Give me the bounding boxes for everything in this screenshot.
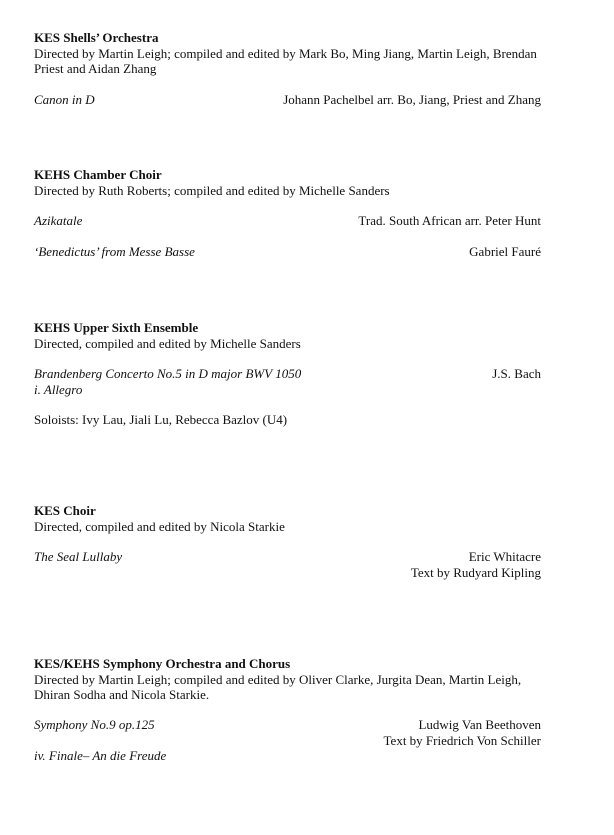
piece-title: Azikatale bbox=[34, 213, 83, 228]
ensemble-title: KEHS Chamber Choir bbox=[34, 167, 162, 182]
ensemble-credit: Directed by Martin Leigh; compiled and edited by Oliver Clarke, Jurgita Dean, Martin Leigh, Dhiran Sodha and Nicola Starkie. bbox=[34, 671, 522, 702]
piece-title: Symphony No.9 op.125 bbox=[34, 717, 155, 732]
piece-title: The Seal Lullaby bbox=[34, 549, 123, 564]
ensemble-credit: Directed by Martin Leigh; compiled and edited by Mark Bo, Ming Jiang, Martin Leigh, Brendan Priest and Aidan Zhang bbox=[34, 45, 537, 76]
composer: Trad. South African arr. Peter Hunt bbox=[358, 213, 541, 228]
composer: J.S. Bach bbox=[492, 366, 541, 381]
composer: Ludwig Van Beethoven bbox=[418, 717, 541, 732]
piece-title: ‘Benedictus’ from Messe Basse bbox=[34, 244, 195, 259]
ensemble-title: KES Choir bbox=[34, 503, 96, 518]
ensemble-title: KEHS Upper Sixth Ensemble bbox=[34, 320, 199, 335]
ensemble-title: KES Shells’ Orchestra bbox=[34, 30, 159, 45]
piece-title: Brandenberg Concerto No.5 in D major BWV 1050 bbox=[34, 366, 302, 381]
text-by: Text by Friedrich Von Schiller bbox=[383, 732, 541, 748]
piece-title: Canon in D bbox=[34, 92, 95, 107]
soloists: Soloists: Ivy Lau, Jiali Lu, Rebecca Bazlov (U4) bbox=[34, 411, 288, 427]
ensemble-credit: Directed by Ruth Roberts; compiled and edited by Michelle Sanders bbox=[34, 182, 390, 198]
composer: Gabriel Fauré bbox=[469, 244, 541, 259]
composer: Johann Pachelbel arr. Bo, Jiang, Priest and Zhang bbox=[283, 92, 541, 107]
text-by: Text by Rudyard Kipling bbox=[410, 564, 541, 580]
composer: Eric Whitacre bbox=[468, 549, 541, 564]
ensemble-credit: Directed, compiled and edited by Nicola Starkie bbox=[34, 518, 285, 534]
movement: iv. Finale– An die Freude bbox=[34, 748, 167, 763]
ensemble-title: KES/KEHS Symphony Orchestra and Chorus bbox=[34, 656, 291, 671]
movement: i. Allegro bbox=[34, 381, 83, 397]
ensemble-credit: Directed, compiled and edited by Michelle Sanders bbox=[34, 335, 301, 351]
